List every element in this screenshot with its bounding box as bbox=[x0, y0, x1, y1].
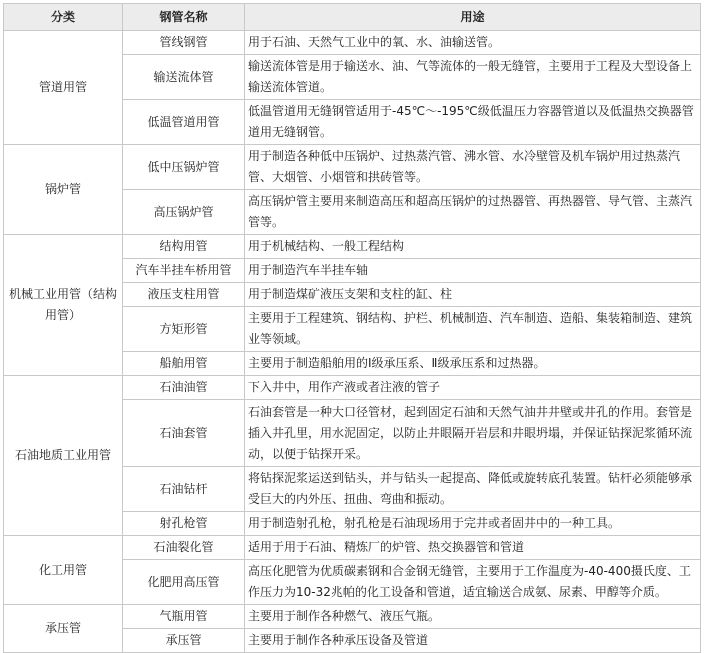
category-cell: 锅炉管 bbox=[4, 145, 123, 235]
table-row bbox=[4, 376, 701, 400]
table-row bbox=[4, 605, 701, 629]
pipe-use-cell: 高压锅炉管主要用来制造高压和超高压锅炉的过热器管、再热器管、导气管、主蒸汽管等。 bbox=[245, 190, 701, 235]
pipe-use-cell: 适用于用于石油、精炼厂的炉管、热交换器管和管道 bbox=[245, 536, 701, 560]
table-row bbox=[4, 536, 701, 560]
pipe-name-cell: 石油油管 bbox=[123, 376, 245, 400]
pipe-name-cell: 船舶用管 bbox=[123, 352, 245, 376]
pipe-name-cell: 管线钢管 bbox=[123, 31, 245, 55]
pipe-name-cell: 化肥用高压管 bbox=[123, 560, 245, 605]
pipe-name-cell: 射孔枪管 bbox=[123, 512, 245, 536]
pipe-use-cell: 用于制造射孔枪，射孔枪是石油现场用于完井或者固井中的一种工具。 bbox=[245, 512, 701, 536]
pipe-name-cell: 输送流体管 bbox=[123, 55, 245, 100]
table-row bbox=[4, 235, 701, 259]
pipe-use-cell: 用于石油、天然气工业中的氧、水、油输送管。 bbox=[245, 31, 701, 55]
pipe-name-cell: 高压锅炉管 bbox=[123, 190, 245, 235]
pipe-use-cell: 用于制造汽车半挂车轴 bbox=[245, 259, 701, 283]
category-cell: 化工用管 bbox=[4, 536, 123, 605]
pipe-use-cell: 主要用于制造船舶用的Ⅰ级承压系、Ⅱ级承压系和过热器。 bbox=[245, 352, 701, 376]
header-category: 分类 bbox=[4, 4, 123, 31]
pipe-use-cell: 主要用于工程建筑、钢结构、护栏、机械制造、汽车制造、造船、集装箱制造、建筑业等领域。 bbox=[245, 307, 701, 352]
header-use: 用途 bbox=[245, 4, 701, 31]
pipe-use-cell: 主要用于制作各种燃气、液压气瓶。 bbox=[245, 605, 701, 629]
pipe-use-cell: 下入井中，用作产液或者注液的管子 bbox=[245, 376, 701, 400]
pipe-name-cell: 低中压锅炉管 bbox=[123, 145, 245, 190]
pipe-use-cell: 用于机械结构、一般工程结构 bbox=[245, 235, 701, 259]
pipe-use-cell: 主要用于制作各种承压设备及管道 bbox=[245, 629, 701, 653]
pipe-name-cell: 石油套管 bbox=[123, 400, 245, 467]
pipe-use-cell: 用于制造煤矿液压支架和支柱的缸、柱 bbox=[245, 283, 701, 307]
table-row bbox=[4, 31, 701, 55]
pipe-name-cell: 方矩形管 bbox=[123, 307, 245, 352]
pipe-name-cell: 承压管 bbox=[123, 629, 245, 653]
pipe-name-cell: 气瓶用管 bbox=[123, 605, 245, 629]
steel-pipe-table bbox=[3, 3, 701, 653]
pipe-use-cell: 低温管道用无缝钢管适用于-45℃～-195℃级低温压力容器管道以及低温热交换器管道用无缝钢管。 bbox=[245, 100, 701, 145]
pipe-name-cell: 汽车半挂车桥用管 bbox=[123, 259, 245, 283]
category-cell: 承压管 bbox=[4, 605, 123, 653]
pipe-name-cell: 液压支柱用管 bbox=[123, 283, 245, 307]
pipe-name-cell: 石油钻杆 bbox=[123, 467, 245, 512]
category-cell: 机械工业用管（结构用管） bbox=[4, 235, 123, 376]
header-name: 钢管名称 bbox=[123, 4, 245, 31]
pipe-name-cell: 石油裂化管 bbox=[123, 536, 245, 560]
pipe-use-cell: 石油套管是一种大口径管材，起到固定石油和天然气油井井壁或井孔的作用。套管是插入井孔里，用水泥固定，以防止井眼隔开岩层和井眼坍塌，并保证钻探泥浆循环流动，以便于钻探开采。 bbox=[245, 400, 701, 467]
pipe-use-cell: 用于制造各种低中压锅炉、过热蒸汽管、沸水管、水冷壁管及机车锅炉用过热蒸汽管、大烟管、小烟管和拱砖管等。 bbox=[245, 145, 701, 190]
pipe-name-cell: 低温管道用管 bbox=[123, 100, 245, 145]
pipe-use-cell: 将钻探泥浆运送到钻头，并与钻头一起提高、降低或旋转底孔装置。钻杆必须能够承受巨大的内外压、扭曲、弯曲和振动。 bbox=[245, 467, 701, 512]
pipe-use-cell: 输送流体管是用于输送水、油、气等流体的一般无缝管，主要用于工程及大型设备上输送流体管道。 bbox=[245, 55, 701, 100]
table-row bbox=[4, 145, 701, 190]
category-cell: 石油地质工业用管 bbox=[4, 376, 123, 536]
pipe-name-cell: 结构用管 bbox=[123, 235, 245, 259]
category-cell: 管道用管 bbox=[4, 31, 123, 145]
header-row bbox=[4, 4, 701, 31]
pipe-use-cell: 高压化肥管为优质碳素钢和合金钢无缝管，主要用于工作温度为-40-400摄氏度、工作压力为10-32兆帕的化工设备和管道，适宜输送合成氨、尿素、甲醇等介质。 bbox=[245, 560, 701, 605]
